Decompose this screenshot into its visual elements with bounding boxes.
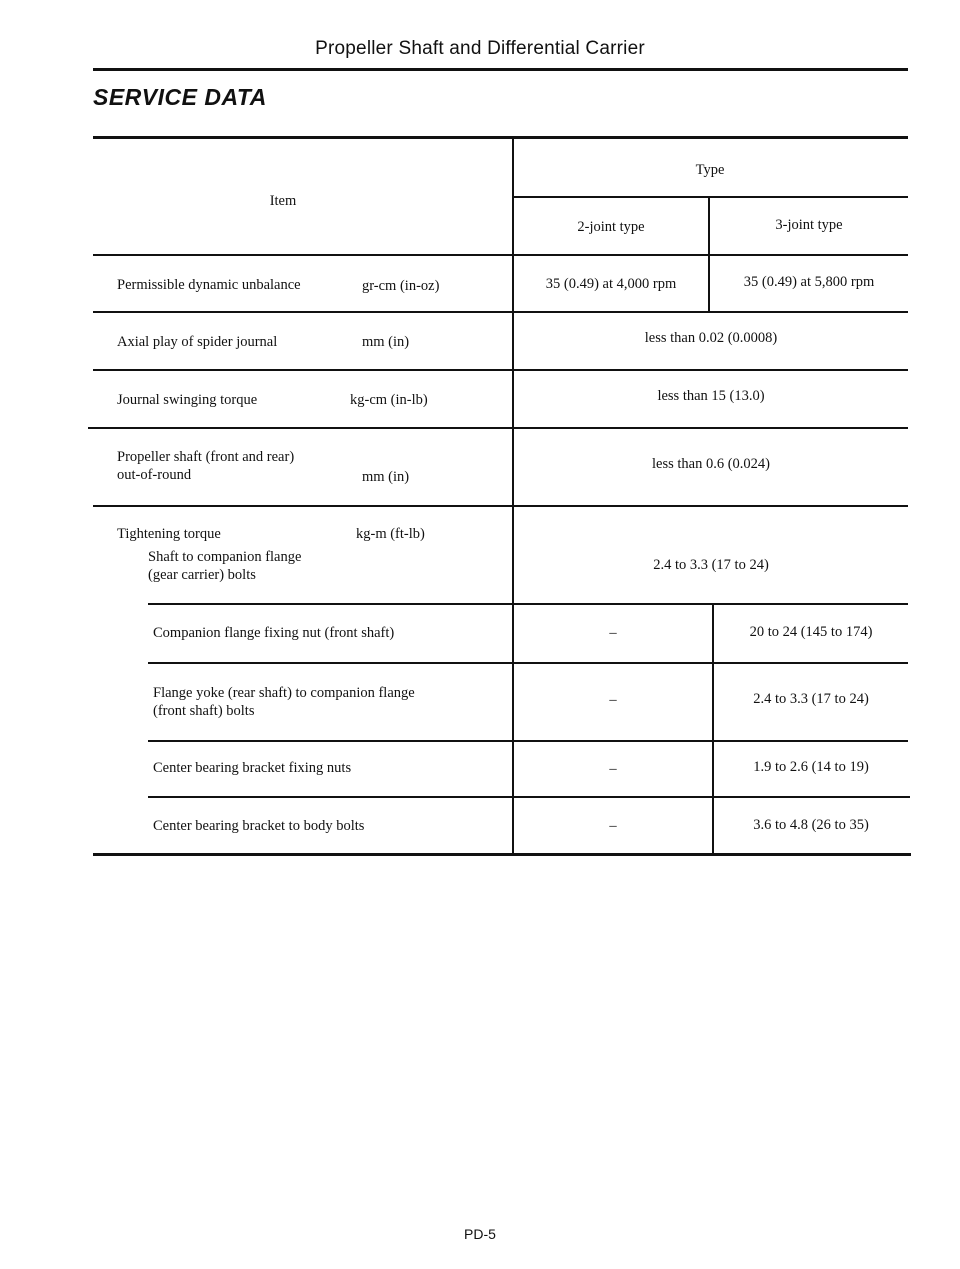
row-rule [148,796,910,798]
row-bracket-bolts-item: Center bearing bracket to body bolts [153,818,365,834]
col-3joint-header: 3-joint type [775,217,843,233]
row-unbalance-2joint: 35 (0.49) at 4,000 rpm [545,276,677,292]
row-fixing-nut-2joint: – [609,625,617,641]
row-out-of-round-unit: mm (in) [362,469,410,485]
row-tightening-item: Tightening torque [117,526,221,542]
row-bracket-nuts-3joint: 1.9 to 2.6 (14 to 19) [753,759,869,775]
row-tightening-sub-line1: Shaft to companion flange [148,549,302,565]
row-rule [88,427,908,429]
row-rule [148,740,908,742]
row-fixing-nut-3joint: 20 to 24 (145 to 174) [749,624,873,640]
section-title: SERVICE DATA [93,84,267,110]
row-swinging-torque-unit: kg-cm (in-lb) [350,392,428,408]
row-fixing-nut-item: Companion flange fixing nut (front shaft) [153,625,395,641]
table-top-rule [93,136,908,139]
row-axial-play-value: less than 0.02 (0.0008) [644,330,778,346]
column-divider [512,138,514,854]
row-rule [148,662,908,664]
row-unbalance-item: Permissible dynamic unbalance [117,277,301,293]
row-unbalance-3joint: 35 (0.49) at 5,800 rpm [743,274,875,290]
row-tightening-value: 2.4 to 3.3 (17 to 24) [653,557,769,573]
row-flange-yoke-3joint: 2.4 to 3.3 (17 to 24) [753,691,869,707]
row-axial-play-unit: mm (in) [362,334,410,350]
row-swinging-torque-item: Journal swinging torque [117,392,258,408]
row-flange-yoke-2joint: – [609,692,617,708]
row-rule [93,311,908,313]
row-rule [93,369,908,371]
table-bottom-rule [93,853,911,856]
row-flange-yoke-item-line1: Flange yoke (rear shaft) to companion flange [153,685,415,701]
row-out-of-round-item-line2: out-of-round [117,467,192,483]
row-out-of-round-value: less than 0.6 (0.024) [652,456,770,472]
row-tightening-unit: kg-m (ft-lb) [356,526,425,542]
type-header-rule [514,196,908,198]
row-bracket-nuts-2joint: – [609,761,617,777]
page-header-title: Propeller Shaft and Differential Carrier [315,38,645,59]
header-rule [93,68,908,71]
row-rule [148,603,908,605]
row-bracket-bolts-2joint: – [609,818,617,834]
row-rule [93,505,908,507]
row-out-of-round-item-line1: Propeller shaft (front and rear) [117,449,295,465]
row-axial-play-item: Axial play of spider journal [117,334,278,350]
col-type-header: Type [695,162,725,178]
row-unbalance-unit: gr-cm (in-oz) [362,278,440,294]
header-bottom-rule [93,254,908,256]
row-tightening-sub-line2: (gear carrier) bolts [148,567,256,583]
row-flange-yoke-item-line2: (front shaft) bolts [153,703,255,719]
col-item-header: Item [269,193,297,209]
row-bracket-nuts-item: Center bearing bracket fixing nuts [153,760,352,776]
row-bracket-bolts-3joint: 3.6 to 4.8 (26 to 35) [753,817,869,833]
page-number: PD-5 [464,1226,496,1242]
col-2joint-header: 2-joint type [577,219,645,235]
row-swinging-torque-value: less than 15 (13.0) [657,388,765,404]
